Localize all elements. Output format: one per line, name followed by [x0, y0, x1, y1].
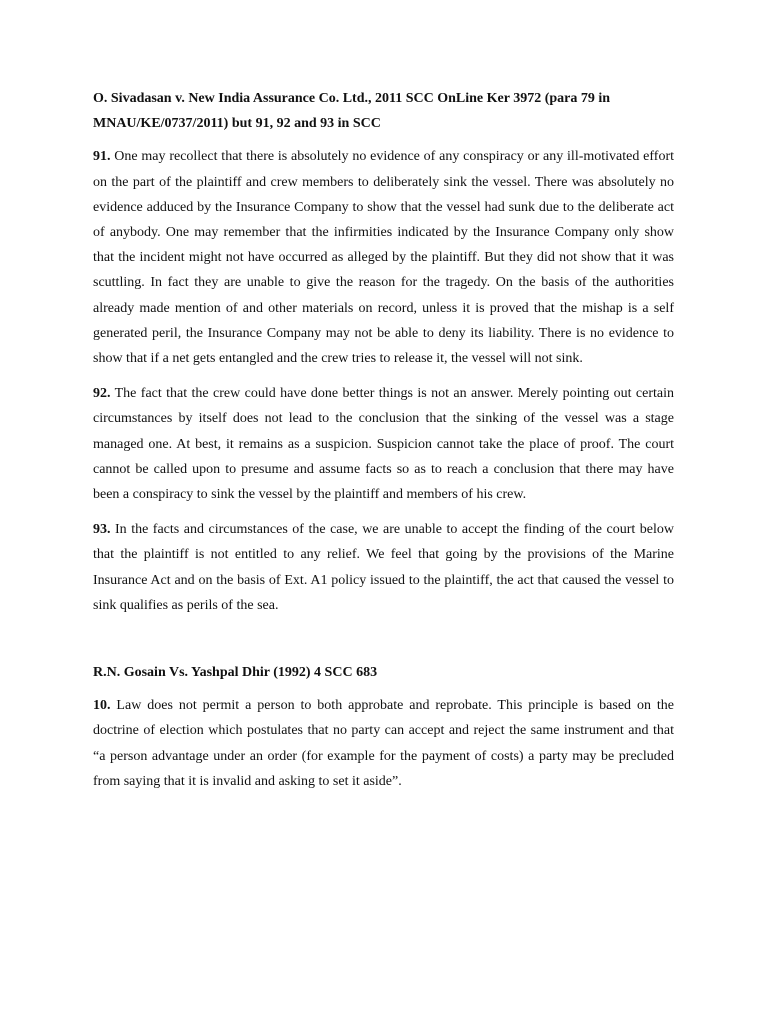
paragraph-number: 10. [93, 698, 111, 714]
document-page [93, 86, 674, 804]
paragraph-text: In the facts and circumstances of the case, we are unable to accept the finding of the court below that the plaintiff is not entitled to any relief. We feel that going by the provisions of the Marine Insurance Act and on the basis of Ext. A1 policy issued to the plaintiff, the act that caused the vessel to sink qualifies as perils of the sea. [93, 522, 674, 613]
paragraph-92 [93, 381, 674, 507]
case-heading-sivadasan: O. Sivadasan v. New India Assurance Co. Ltd., 2011 SCC OnLine Ker 3972 (para 79 in MNAU/KE/0737/2011) but 91, 92 and 93 in SCC [93, 91, 611, 132]
paragraph-93 [93, 517, 674, 618]
paragraph-91 [93, 144, 674, 371]
paragraph-number: 92. [93, 386, 111, 402]
case-heading-gosain: R.N. Gosain Vs. Yashpal Dhir (1992) 4 SCC 683 [93, 665, 378, 681]
paragraph-text: Law does not permit a person to both approbate and reprobate. This principle is based on the doctrine of election which postulates that no party can accept and reject the same instrument and that “a person advantage under an order (for example for the payment of costs) a party may be precluded from saying that it is invalid and asking to set it aside”. [93, 698, 674, 789]
paragraph-text: The fact that the crew could have done better things is not an answer. Merely pointing out certain circumstances by itself does not lead to the conclusion that the sinking of the vessel was a stage managed one. At best, it remains as a suspicion. Suspicion cannot take the place of proof. The court cannot be called upon to presume and assume facts so as to reach a conclusion that there may have been a conspiracy to sink the vessel by the plaintiff and members of his crew. [93, 386, 674, 503]
section-spacer [93, 628, 674, 660]
paragraph-number: 91. [93, 149, 111, 165]
paragraph-number: 93. [93, 522, 111, 538]
paragraph-text: One may recollect that there is absolutely no evidence of any conspiracy or any ill-motivated effort on the part of the plaintiff and crew members to deliberately sink the vessel. There was absolutely no evidence adduced by the Insurance Company to show that the vessel had sunk due to the deliberate act of anybody. One may remember that the infirmities indicated by the Insurance Company only show that the incident might not have occurred as alleged by the plaintiff. But they did not show that it was scuttling. In fact they are unable to give the reason for the tragedy. On the basis of the authorities already made mention of and other materials on record, unless it is proved that the mishap is a self generated peril, the Insurance Company may not be able to deny its liability. There is no evidence to show that if a net gets entangled and the crew tries to release it, the vessel will not sink. [93, 149, 674, 367]
paragraph-10 [93, 693, 674, 794]
